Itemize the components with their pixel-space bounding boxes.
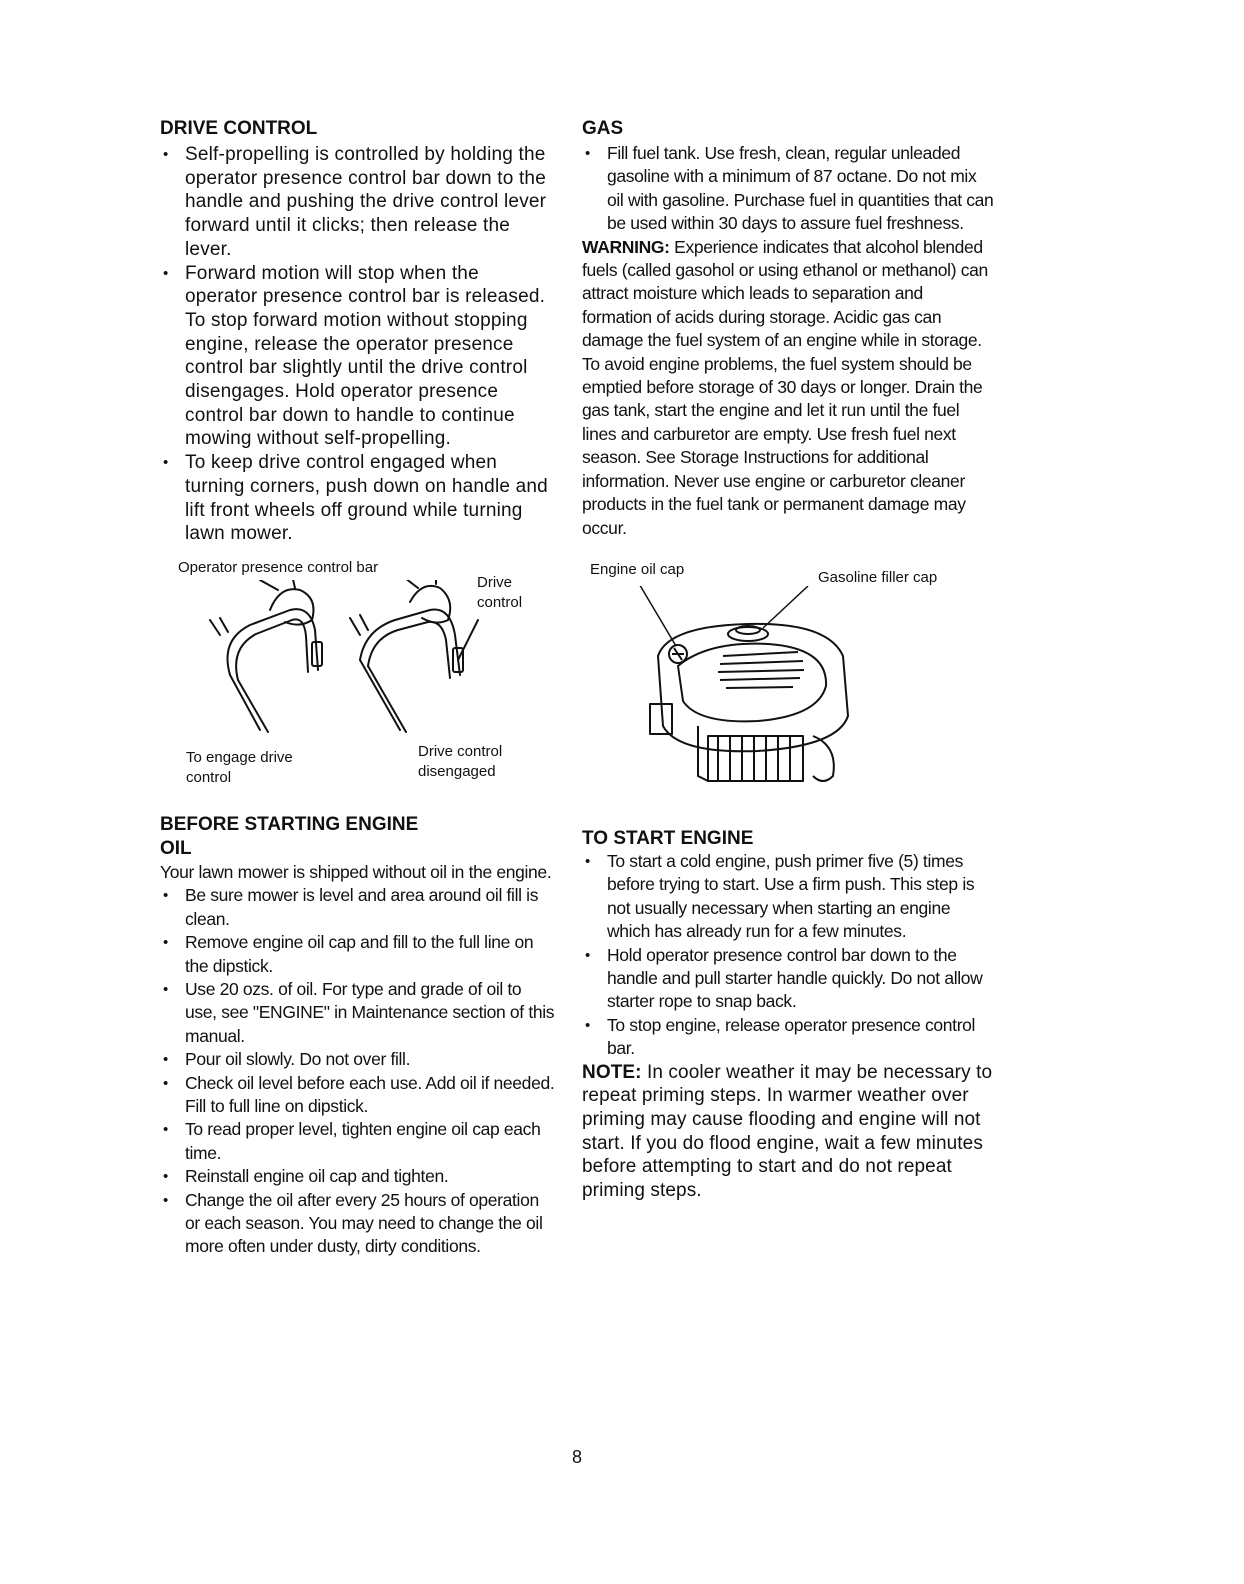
list-item: • Be sure mower is level and area around oil fill is clean.	[160, 884, 555, 931]
oil-cap-label: Engine oil cap	[590, 560, 685, 578]
disengaged-label-line1: Drive control	[418, 742, 503, 760]
drive-control-figure	[160, 558, 555, 816]
list-item: • Change the oil after every 25 hours of operation or each season. You may need to change the oil more often under dusty, dirty conditions.	[160, 1189, 555, 1259]
engine-illustration	[638, 586, 878, 796]
engage-label-line1: To engage drive	[186, 748, 293, 766]
list-item: • Pour oil slowly. Do not over fill.	[160, 1048, 555, 1071]
engage-label-line2: control	[186, 768, 232, 786]
note-label: NOTE:	[582, 1061, 642, 1083]
list-item: • Check oil level before each use. Add oil if needed. Fill to full line on dipstick.	[160, 1072, 555, 1119]
note-text: In cooler weather it may be necessary to repeat priming steps. In warmer weather over priming may cause flooding and engine will not start. If you do flood engine, wait a few minutes before attempting to start and do not repeat priming steps.	[582, 1061, 993, 1202]
page-number: 8	[571, 1447, 582, 1467]
operator-bar-label: Operator presence control bar	[178, 558, 379, 576]
list-item: • Forward motion will stop when the operator presence control bar is released. To stop forward motion without stopping engine, release the operator presence control bar slightly until the drive control disengages. Hold operator presence control bar down to handle to continue mowing without self-propelling.	[160, 262, 555, 452]
drive-control-heading: DRIVE CONTROL	[160, 118, 318, 139]
oil-subheading: OIL	[160, 837, 192, 859]
list-item: • Use 20 ozs. of oil. For type and grade of oil to use, see "ENGINE" in Maintenance section of this manual.	[160, 978, 555, 1048]
list-item: • Self-propelling is controlled by holding the operator presence control bar down to the handle and pushing the drive control lever forward until it clicks; then release the lever.	[160, 143, 555, 262]
drive-label-line1: Drive	[477, 573, 513, 591]
before-starting-heading: BEFORE STARTING ENGINE	[160, 813, 419, 835]
left-column	[160, 118, 555, 1259]
drive-label-line2: control	[477, 593, 523, 611]
oil-intro: Your lawn mower is shipped without oil in the engine.	[160, 861, 552, 882]
warning-label: WARNING:	[582, 236, 670, 257]
list-item: • Reinstall engine oil cap and tighten.	[160, 1165, 555, 1188]
list-item: • To keep drive control engaged when turning corners, push down on handle and lift front wheels off ground while turning lawn mower.	[160, 451, 555, 546]
gas-list	[582, 142, 994, 236]
gas-heading: GAS	[582, 118, 624, 139]
filler-cap-label: Gasoline filler cap	[818, 568, 938, 586]
gas-warning	[582, 236, 994, 540]
list-item: • Remove engine oil cap and fill to the full line on the dipstick.	[160, 931, 555, 978]
disengaged-label-line2: disengaged	[418, 762, 496, 780]
start-engine-note	[582, 1061, 994, 1203]
drive-control-list	[160, 143, 555, 546]
mower-handle-illustration	[200, 580, 523, 740]
list-item: • To start a cold engine, push primer five (5) times before trying to start. Use a firm push. This step is not usually necessary when starting an engine which has already run for a few minutes.	[582, 850, 994, 944]
start-engine-list	[582, 850, 994, 1061]
list-item: • Fill fuel tank. Use fresh, clean, regular unleaded gasoline with a minimum of 87 octane. Do not mix oil with gasoline. Purchase fuel in quantities that can be used within 30 days to assure fuel freshness.	[582, 142, 994, 236]
engine-figure	[582, 560, 994, 820]
list-item: • To read proper level, tighten engine oil cap each time.	[160, 1118, 555, 1165]
right-column	[582, 118, 994, 1203]
start-engine-heading: TO START ENGINE	[582, 827, 754, 849]
warning-text: Experience indicates that alcohol blended fuels (called gasohol or using ethanol or methanol) can attract moisture which leads to separation and formation of acids during storage. Acidic gas can damage the fuel system of an engine while in storage. To avoid engine problems, the fuel system should be emptied before storage of 30 days or longer. Drain the gas tank, start the engine and let it run until the fuel lines and carburetor are empty. Use fresh fuel next season. See Storage Instructions for additional information. Never use engine or carburetor cleaner products in the fuel tank or permanent damage may occur.	[582, 236, 988, 538]
oil-list	[160, 884, 555, 1259]
list-item: • Hold operator presence control bar down to the handle and pull starter handle quickly. Do not allow starter rope to snap back.	[582, 944, 994, 1014]
list-item: • To stop engine, release operator presence control bar.	[582, 1014, 994, 1061]
